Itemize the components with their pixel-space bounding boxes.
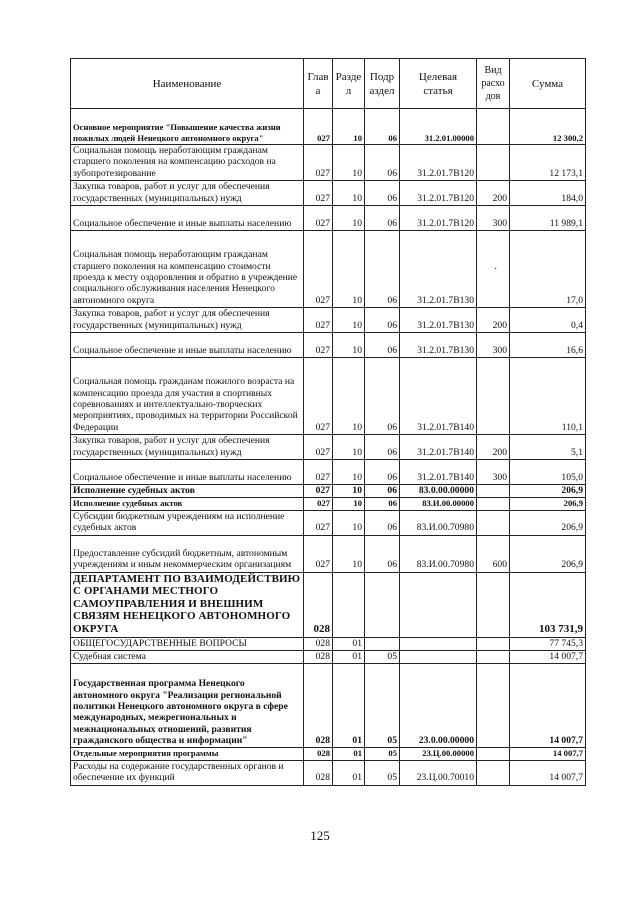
row-target: 83.И.00.00000 — [400, 498, 477, 511]
row-vid: 600 — [477, 535, 510, 572]
row-target: 23.Ц.00.00000 — [400, 748, 477, 761]
row-sum: 12 300,2 — [510, 109, 586, 145]
row-razdel: 01 — [333, 637, 365, 650]
row-name: Исполнение судебных актов — [71, 484, 304, 497]
header-name: Наименование — [71, 59, 304, 109]
row-target: 31.2.01.7В130 — [400, 307, 477, 332]
row-name: Закупка товаров, работ и услуг для обеспечения государственных (муниципальных) нужд — [71, 307, 304, 332]
header-sum: Сумма — [510, 59, 586, 109]
row-podrazdel: 06 — [365, 180, 400, 205]
row-razdel: 10 — [333, 498, 365, 511]
row-glava: 027 — [304, 332, 333, 357]
row-razdel: 10 — [333, 180, 365, 205]
row-podrazdel — [365, 572, 400, 637]
row-name: Социальная помощь неработающим гражданам старшего поколения на компенсацию расходов на зубопротезирование — [71, 145, 304, 181]
header-target: Целевая статья — [400, 59, 477, 109]
row-glava: 028 — [304, 637, 333, 650]
row-name: Исполнение судебных актов — [71, 498, 304, 511]
table-row — [71, 180, 586, 205]
table-row — [71, 109, 586, 145]
row-target: 31.2.01.7В120 — [400, 180, 477, 205]
row-vid: 300 — [477, 459, 510, 484]
row-glava: 028 — [304, 664, 333, 748]
table-row — [71, 459, 586, 484]
row-target: 31.2.01.7В140 — [400, 459, 477, 484]
row-podrazdel: 06 — [365, 145, 400, 181]
row-razdel: 10 — [333, 535, 365, 572]
row-glava: 028 — [304, 760, 333, 785]
row-sum: 184,0 — [510, 180, 586, 205]
row-razdel: 10 — [333, 109, 365, 145]
row-podrazdel: 06 — [365, 332, 400, 357]
row-podrazdel: 06 — [365, 307, 400, 332]
table-row — [71, 637, 586, 650]
row-glava: 027 — [304, 484, 333, 497]
row-name: Предоставление субсидий бюджетным, автономным учреждениям и иным некоммерческим организациям — [71, 535, 304, 572]
header-razdel: Разде л — [333, 59, 365, 109]
row-vid — [477, 230, 510, 307]
row-razdel: 10 — [333, 357, 365, 434]
table-row — [71, 498, 586, 511]
row-glava: 027 — [304, 510, 333, 535]
row-sum: 17,0 — [510, 230, 586, 307]
row-vid — [477, 572, 510, 637]
header-podrazdel: Подр аздел — [365, 59, 400, 109]
row-name: Социальное обеспечение и иные выплаты населению — [71, 332, 304, 357]
header-glava: Глав а — [304, 59, 333, 109]
table-row — [71, 434, 586, 459]
row-podrazdel: 06 — [365, 357, 400, 434]
row-glava: 028 — [304, 650, 333, 663]
row-sum: 206,9 — [510, 498, 586, 511]
table-row — [71, 332, 586, 357]
row-podrazdel — [365, 637, 400, 650]
row-target: 83.И.00.70980 — [400, 535, 477, 572]
row-vid — [477, 357, 510, 434]
row-target: 31.2.01.7В130 — [400, 332, 477, 357]
table-row — [71, 145, 586, 181]
row-razdel: 10 — [333, 484, 365, 497]
row-razdel: 10 — [333, 332, 365, 357]
row-vid — [477, 109, 510, 145]
row-sum: 11 989,1 — [510, 205, 586, 230]
row-sum: 110,1 — [510, 357, 586, 434]
row-name: Социальная помощь гражданам пожилого возраста на компенсацию проезда для участия в спортивных соревнованиях и интеллектуально-творческих мероприятиях, проводимых на территории Российской Федерации — [71, 357, 304, 434]
row-glava: 027 — [304, 230, 333, 307]
row-podrazdel: 06 — [365, 205, 400, 230]
row-podrazdel: 06 — [365, 484, 400, 497]
row-target: 31.2.01.7В120 — [400, 145, 477, 181]
page-number: 125 — [310, 828, 330, 843]
row-razdel: 10 — [333, 307, 365, 332]
row-name: Расходы на содержание государственных органов и обеспечение их функций — [71, 760, 304, 785]
row-name: Субсидии бюджетным учреждениям на исполнение судебных актов — [71, 510, 304, 535]
row-vid — [477, 650, 510, 663]
row-vid: 300 — [477, 332, 510, 357]
table-row — [71, 650, 586, 663]
row-vid — [477, 498, 510, 511]
row-sum: 14 007,7 — [510, 760, 586, 785]
row-sum: 0,4 — [510, 307, 586, 332]
row-name: Социальная помощь неработающим гражданам старшего поколения на компенсацию стоимости проезда к месту оздоровления и обратно в учреждение социального обслуживания населения Ненецкого автономного округа — [71, 230, 304, 307]
row-vid — [477, 484, 510, 497]
row-podrazdel: 05 — [365, 664, 400, 748]
row-name: Судебная система — [71, 650, 304, 663]
table-row — [71, 205, 586, 230]
row-vid: 300 — [477, 205, 510, 230]
row-razdel: 01 — [333, 760, 365, 785]
row-glava: 027 — [304, 205, 333, 230]
row-razdel: 10 — [333, 230, 365, 307]
row-razdel: 10 — [333, 145, 365, 181]
row-razdel: 01 — [333, 650, 365, 663]
table-row — [71, 484, 586, 497]
row-target: 31.2.01.00000 — [400, 109, 477, 145]
row-target: 23.Ц.00.70010 — [400, 760, 477, 785]
row-vid — [477, 145, 510, 181]
row-podrazdel: 06 — [365, 230, 400, 307]
row-razdel: 01 — [333, 748, 365, 761]
stray-mark: · — [494, 264, 498, 275]
row-sum: 14 007,7 — [510, 650, 586, 663]
row-podrazdel: 06 — [365, 535, 400, 572]
row-sum: 12 173,1 — [510, 145, 586, 181]
row-name: Социальное обеспечение и иные выплаты населению — [71, 205, 304, 230]
row-razdel: 01 — [333, 664, 365, 748]
row-razdel: 10 — [333, 434, 365, 459]
table-row — [71, 230, 586, 307]
row-target: 31.2.01.7В120 — [400, 205, 477, 230]
row-razdel: 10 — [333, 459, 365, 484]
row-glava: 027 — [304, 109, 333, 145]
row-target: 83.И.00.70980 — [400, 510, 477, 535]
row-name: Закупка товаров, работ и услуг для обеспечения государственных (муниципальных) нужд — [71, 180, 304, 205]
row-glava: 027 — [304, 145, 333, 181]
row-glava: 027 — [304, 459, 333, 484]
table-row — [71, 357, 586, 434]
row-glava: 028 — [304, 748, 333, 761]
row-name: Отдельные мероприятия программы — [71, 748, 304, 761]
row-vid: 200 — [477, 180, 510, 205]
table-row — [71, 572, 586, 637]
row-target: 83.0.00.00000 — [400, 484, 477, 497]
row-razdel — [333, 572, 365, 637]
row-glava: 028 — [304, 572, 333, 637]
table-row — [71, 748, 586, 761]
row-name: Социальное обеспечение и иные выплаты населению — [71, 459, 304, 484]
row-target — [400, 572, 477, 637]
row-name: Государственная программа Ненецкого автономного округа "Реализация региональной политики Ненецкого автономного округа в сфере международных, межрегиональных и межнациональных отношений, развития гражданского общества и информации" — [71, 664, 304, 748]
row-sum: 206,9 — [510, 535, 586, 572]
row-vid — [477, 664, 510, 748]
row-target — [400, 637, 477, 650]
header-vid: Вид расхо дов — [477, 59, 510, 109]
row-podrazdel: 06 — [365, 510, 400, 535]
row-glava: 027 — [304, 535, 333, 572]
row-sum: 103 731,9 — [510, 572, 586, 637]
row-glava: 027 — [304, 498, 333, 511]
table-header-row — [71, 59, 586, 109]
row-target: 31.2.01.7В140 — [400, 434, 477, 459]
row-vid: 200 — [477, 307, 510, 332]
table-row — [71, 535, 586, 572]
row-glava: 027 — [304, 434, 333, 459]
row-sum: 105,0 — [510, 459, 586, 484]
row-target — [400, 650, 477, 663]
row-vid — [477, 637, 510, 650]
table-row — [71, 664, 586, 748]
row-sum: 77 745,3 — [510, 637, 586, 650]
row-vid — [477, 510, 510, 535]
row-razdel: 10 — [333, 510, 365, 535]
row-target: 31.2.01.7В140 — [400, 357, 477, 434]
row-podrazdel: 06 — [365, 434, 400, 459]
table-row — [71, 760, 586, 785]
row-sum: 206,9 — [510, 510, 586, 535]
row-name: ОБЩЕГОСУДАРСТВЕННЫЕ ВОПРОСЫ — [71, 637, 304, 650]
row-glava: 027 — [304, 180, 333, 205]
row-name: Основное мероприятие "Повышение качества жизни пожилых людей Ненецкого автономного округа" — [71, 109, 304, 145]
row-target: 23.0.00.00000 — [400, 664, 477, 748]
row-glava: 027 — [304, 357, 333, 434]
row-sum: 14 007,7 — [510, 664, 586, 748]
row-sum: 206,9 — [510, 484, 586, 497]
table-row — [71, 307, 586, 332]
row-vid — [477, 760, 510, 785]
row-razdel: 10 — [333, 205, 365, 230]
row-glava: 027 — [304, 307, 333, 332]
row-name: Закупка товаров, работ и услуг для обеспечения государственных (муниципальных) нужд — [71, 434, 304, 459]
row-vid — [477, 748, 510, 761]
row-sum: 5,1 — [510, 434, 586, 459]
row-name: ДЕПАРТАМЕНТ ПО ВЗАИМОДЕЙСТВИЮ С ОРГАНАМИ МЕСТНОГО САМОУПРАВЛЕНИЯ И ВНЕШНИМ СВЯЗЯМ НЕНЕЦКОГО АВТОНОМНОГО ОКРУГА — [71, 572, 304, 637]
table-row — [71, 510, 586, 535]
row-podrazdel: 06 — [365, 109, 400, 145]
row-target: 31.2.01.7В130 — [400, 230, 477, 307]
row-podrazdel: 05 — [365, 760, 400, 785]
row-podrazdel: 05 — [365, 650, 400, 663]
row-podrazdel: 05 — [365, 748, 400, 761]
row-vid: 200 — [477, 434, 510, 459]
row-podrazdel: 06 — [365, 459, 400, 484]
row-podrazdel: 06 — [365, 498, 400, 511]
row-sum: 16,6 — [510, 332, 586, 357]
budget-table — [70, 58, 586, 786]
row-sum: 14 007,7 — [510, 748, 586, 761]
